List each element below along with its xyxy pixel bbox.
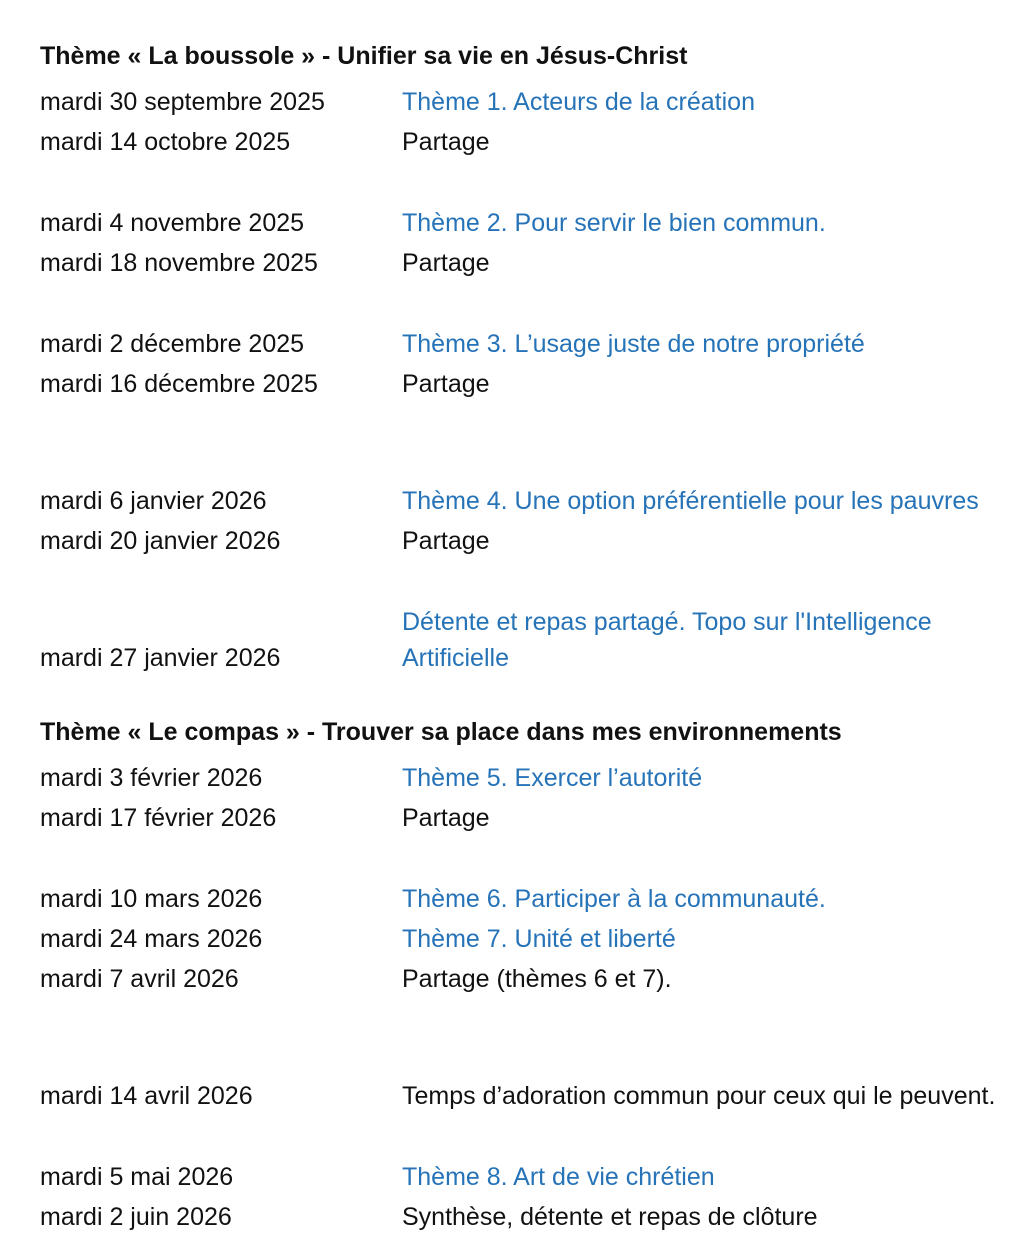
spacer — [40, 402, 1000, 443]
schedule-row — [40, 1038, 1000, 1114]
row-text: Partage — [402, 527, 490, 555]
row-date: mardi 3 février 2026 — [40, 764, 263, 792]
row-date: mardi 30 septembre 2025 — [40, 88, 325, 116]
spacer — [40, 160, 1000, 201]
row-theme-link[interactable]: Thème 4. Une option préférentielle pour les pauvres — [402, 487, 979, 515]
schedule-row — [40, 362, 1000, 402]
schedule-row — [40, 80, 1000, 120]
row-date: mardi 27 janvier 2026 — [40, 644, 281, 672]
row-text: Partage — [402, 128, 490, 156]
row-theme-link[interactable]: Thème 2. Pour servir le bien commun. — [402, 209, 826, 237]
schedule-document — [40, 40, 1000, 1235]
row-text: Synthèse, détente et repas de clôture — [402, 1203, 818, 1231]
row-date: mardi 18 novembre 2025 — [40, 249, 318, 277]
schedule-row — [40, 600, 1000, 676]
section-title-boussole: Thème « La boussole » - Unifier sa vie en Jésus-Christ — [40, 42, 688, 70]
row-date: mardi 6 janvier 2026 — [40, 487, 267, 515]
schedule-row — [40, 519, 1000, 559]
spacer — [40, 836, 1000, 877]
spacer — [40, 281, 1000, 322]
row-date: mardi 14 avril 2026 — [40, 1082, 253, 1110]
row-text: Partage (thèmes 6 et 7). — [402, 965, 672, 993]
row-text: Partage — [402, 249, 490, 277]
row-theme-link[interactable]: Thème 1. Acteurs de la création — [402, 88, 755, 116]
row-theme-link[interactable]: Thème 5. Exercer l’autorité — [402, 764, 703, 792]
row-date: mardi 14 octobre 2025 — [40, 128, 291, 156]
row-theme-link[interactable]: Thème 8. Art de vie chrétien — [402, 1163, 715, 1191]
row-date: mardi 4 novembre 2025 — [40, 209, 305, 237]
spacer — [40, 559, 1000, 600]
row-date: mardi 10 mars 2026 — [40, 885, 263, 913]
row-date: mardi 5 mai 2026 — [40, 1163, 234, 1191]
row-theme-link[interactable]: Détente et repas partagé. Topo sur l'Intelligence Artificielle — [402, 608, 932, 672]
row-text: Temps d’adoration commun pour ceux qui le peuvent. — [402, 1082, 996, 1110]
row-theme-link[interactable]: Thème 6. Participer à la communauté. — [402, 885, 826, 913]
schedule-row — [40, 1195, 1000, 1235]
schedule-row — [40, 917, 1000, 957]
schedule-row — [40, 877, 1000, 917]
schedule-row — [40, 322, 1000, 362]
row-text: Partage — [402, 370, 490, 398]
row-date: mardi 2 décembre 2025 — [40, 330, 305, 358]
row-date: mardi 20 janvier 2026 — [40, 527, 281, 555]
spacer — [40, 1114, 1000, 1155]
spacer — [40, 676, 1000, 716]
row-date: mardi 24 mars 2026 — [40, 925, 263, 953]
row-theme-link[interactable]: Thème 7. Unité et liberté — [402, 925, 676, 953]
spacer — [40, 997, 1000, 1038]
row-date: mardi 2 juin 2026 — [40, 1203, 232, 1231]
schedule-row — [40, 443, 1000, 519]
row-date: mardi 7 avril 2026 — [40, 965, 239, 993]
row-date: mardi 16 décembre 2025 — [40, 370, 318, 398]
schedule-row — [40, 1155, 1000, 1195]
schedule-row — [40, 201, 1000, 241]
schedule-row — [40, 120, 1000, 160]
schedule-row — [40, 756, 1000, 796]
schedule-row — [40, 957, 1000, 997]
row-date: mardi 17 février 2026 — [40, 804, 277, 832]
row-text: Partage — [402, 804, 490, 832]
schedule-row — [40, 796, 1000, 836]
row-theme-link[interactable]: Thème 3. L’usage juste de notre propriété — [402, 330, 865, 358]
section-title-compas: Thème « Le compas » - Trouver sa place dans mes environnements — [40, 718, 842, 746]
schedule-row — [40, 241, 1000, 281]
